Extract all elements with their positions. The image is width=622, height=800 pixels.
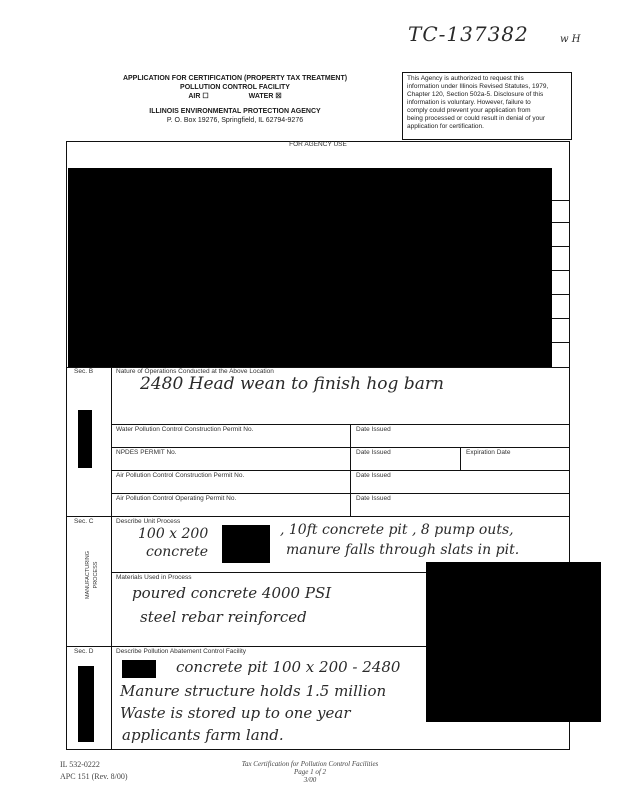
abatement-label: Describe Pollution Abatement Control Facility bbox=[116, 648, 247, 655]
abatement-value[interactable]: Manure structure holds 1.5 million bbox=[120, 682, 387, 700]
air-water-row bbox=[80, 92, 390, 101]
form-revision: APC 151 (Rev. 8/00) bbox=[60, 772, 128, 781]
air-checkbox[interactable]: ☐ bbox=[202, 93, 209, 100]
form-header bbox=[80, 74, 390, 125]
page-number: Page 1 of 2 bbox=[293, 768, 327, 776]
notice-line: application for certification. bbox=[407, 123, 484, 130]
abatement-value[interactable]: applicants farm land. bbox=[122, 726, 284, 744]
water-label: WATER bbox=[248, 93, 274, 100]
sec-b-label: Sec. B bbox=[74, 368, 94, 375]
operations-label: Nature of Operations Conducted at the Above Location bbox=[116, 368, 274, 375]
operations-value[interactable]: 2480 Head wean to finish hog barn bbox=[140, 374, 444, 394]
footer-center bbox=[210, 760, 410, 784]
permit-label: NPDES PERMIT No. bbox=[116, 449, 177, 456]
materials-value[interactable]: steel rebar reinforced bbox=[140, 608, 307, 626]
permit-expiration-label: Expiration Date bbox=[466, 449, 511, 456]
footer-title: Tax Certification for Pollution Control Facilities bbox=[241, 760, 379, 768]
form-code: IL 532-0222 bbox=[60, 760, 100, 769]
permit-date-label: Date Issued bbox=[356, 449, 391, 456]
redacted-unit-process bbox=[222, 525, 270, 563]
materials-label: Materials Used in Process bbox=[116, 574, 192, 581]
notice-line: Chapter 120, Section 502a-5. Disclosure of this bbox=[407, 91, 544, 98]
permit-label: Water Pollution Control Construction Permit No. bbox=[116, 426, 254, 433]
corner-mark: w H bbox=[560, 34, 581, 45]
notice-line: This Agency is authorized to request this bbox=[407, 75, 524, 82]
redacted-sec-b-marker bbox=[78, 410, 92, 468]
materials-value[interactable]: poured concrete 4000 PSI bbox=[132, 584, 332, 602]
manufacturing-side-label: MANUFACTURING bbox=[85, 551, 91, 599]
footer-date: 3/00 bbox=[303, 776, 317, 784]
redacted-sec-a bbox=[68, 168, 552, 368]
unit-process-value[interactable]: concrete bbox=[146, 544, 209, 560]
case-number: TC-137382 bbox=[408, 22, 529, 46]
redacted-sec-d-marker bbox=[78, 666, 94, 742]
permit-date-label: Date Issued bbox=[356, 472, 391, 479]
water-option bbox=[249, 92, 282, 101]
unit-process-value[interactable]: 100 x 200 bbox=[138, 526, 209, 542]
form-title-line1: APPLICATION FOR CERTIFICATION (PROPERTY TAX TREATMENT) bbox=[122, 75, 348, 82]
permit-label: Air Pollution Control Construction Permit No. bbox=[116, 472, 245, 479]
redacted-right-block bbox=[426, 562, 601, 722]
form-title-line2: POLLUTION CONTROL FACILITY bbox=[180, 84, 290, 91]
abatement-value[interactable]: concrete pit 100 x 200 - 2480 bbox=[176, 658, 401, 676]
air-option bbox=[188, 92, 208, 101]
permit-date-label: Date Issued bbox=[356, 426, 391, 433]
notice-line: information is voluntary. However, failure to bbox=[407, 99, 531, 106]
process-side-label: PROCESS bbox=[93, 561, 99, 589]
notice-line: comply could prevent your application from bbox=[407, 107, 531, 114]
water-checkbox[interactable]: ☒ bbox=[275, 93, 282, 100]
agency-address: P. O. Box 19276, Springfield, IL 62794-9276 bbox=[166, 117, 304, 124]
air-label: AIR bbox=[188, 93, 201, 100]
permit-date-label: Date Issued bbox=[356, 495, 391, 502]
unit-process-label: Describe Unit Process bbox=[116, 518, 181, 525]
redacted-abatement-id bbox=[122, 660, 156, 678]
agency-use-label: FOR AGENCY USE bbox=[289, 141, 347, 148]
permit-label: Air Pollution Control Operating Permit No. bbox=[116, 495, 237, 502]
unit-process-value[interactable]: manure falls through slats in pit. bbox=[286, 542, 520, 558]
privacy-notice bbox=[402, 72, 572, 140]
unit-process-value[interactable]: , 10ft concrete pit , 8 pump outs, bbox=[280, 522, 514, 538]
notice-line: information under Illinois Revised Statutes, 1979, bbox=[407, 83, 549, 90]
sec-d-label: Sec. D bbox=[74, 648, 94, 655]
sec-c-label: Sec. C bbox=[74, 518, 94, 525]
notice-line: being processed or could result in denial of your bbox=[407, 115, 546, 122]
abatement-value[interactable]: Waste is stored up to one year bbox=[120, 704, 351, 722]
agency-name: ILLINOIS ENVIRONMENTAL PROTECTION AGENCY bbox=[149, 108, 321, 115]
